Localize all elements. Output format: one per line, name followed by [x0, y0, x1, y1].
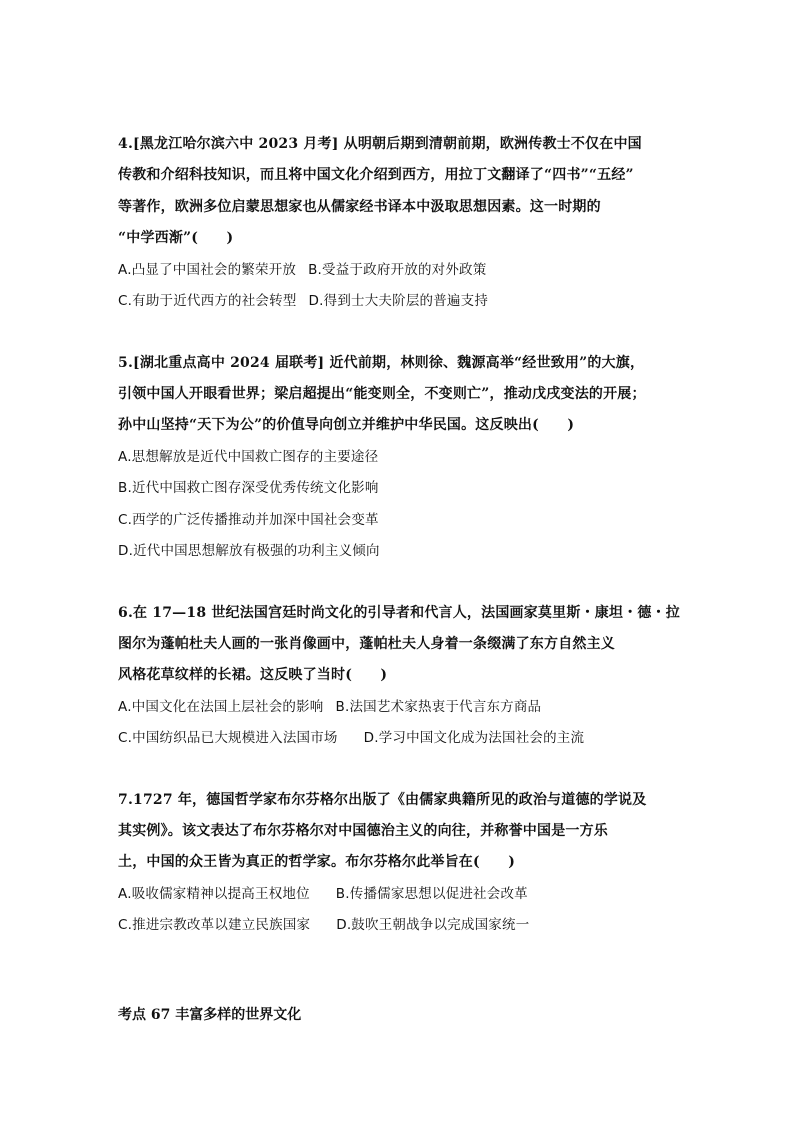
question-6-stem-line-1: 6.在 17—18 世纪法国宫廷时尚文化的引导者和代言人，法国画家莫里斯・康坦・德・拉 [118, 605, 680, 621]
question-7-options-row-2 [118, 916, 529, 934]
question-5-number: 5. [118, 355, 134, 371]
question-4-stem-line-2: 传教和介绍科技知识，而且将中国文化介绍到西方，用拉丁文翻译了“四书”“五经” [118, 167, 634, 183]
question-4-stem-line-3: 等著作，欧洲多位启蒙思想家也从儒家经书译本中汲取思想因素。这一时期的 [118, 199, 601, 215]
question-5-stem-line-3: 孙中山坚持“天下为公”的价值导向创立并维护中华民国。这反映出( ) [118, 417, 575, 433]
question-5-option-d[interactable]: D.近代中国思想解放有极强的功利主义倾向 [118, 543, 380, 559]
question-4-option-b[interactable]: B.受益于政府开放的对外政策 [308, 262, 487, 278]
question-6-options-row-2 [118, 729, 584, 747]
question-4-option-d[interactable]: D.得到士大夫阶层的普遍支持 [308, 293, 489, 309]
question-7-option-b[interactable]: B.传播儒家思想以促进社会改革 [335, 886, 528, 902]
question-7-stem-line-2: 其实例》。该文表达了布尔芬格尔对中国德治主义的向往，并称誉中国是一方乐 [118, 823, 608, 839]
question-7-option-d[interactable]: D.鼓吹王朝战争以完成国家统一 [336, 917, 530, 933]
question-5-stem-line-1: 5.[湖北重点高中 2024 届联考] 近代前期，林则徐、魏源高举“经世致用”的大旗， [118, 355, 645, 371]
question-7-stem-line-1: 7.1727 年，德国哲学家布尔芬格尔出版了《由儒家典籍所见的政治与道德的学说及 [118, 792, 647, 808]
question-4-stem-line-1: 4.[黑龙江哈尔滨六中 2023 月考] 从明朝后期到清朝前期，欧洲传教士不仅在中国 [118, 136, 642, 152]
question-6-option-a[interactable]: A.中国文化在法国上层社会的影响 [118, 699, 324, 715]
question-7-options-row-1 [118, 885, 528, 903]
question-5-option-b[interactable]: B.近代中国救亡图存深受优秀传统文化影响 [118, 480, 379, 496]
section-title: 考点 67 丰富多样的世界文化 [118, 1007, 302, 1023]
question-6-options-row-1 [118, 698, 541, 716]
question-7-option-c[interactable]: C.推进宗教改革以建立民族国家 [118, 917, 311, 933]
question-4-options-row-2 [118, 292, 488, 310]
question-6-option-c[interactable]: C.中国纺织品已大规模进入法国市场 [118, 730, 338, 746]
question-4-stem-line-4: “中学西渐”( ) [118, 230, 234, 246]
question-5-option-c[interactable]: C.西学的广泛传播推动并加深中国社会变革 [118, 512, 379, 528]
question-6-option-b[interactable]: B.法国艺术家热衷于代言东方商品 [335, 699, 542, 715]
question-6-stem-line-2: 图尔为蓬帕杜夫人画的一张肖像画中，蓬帕杜夫人身着一条缀满了东方自然主义 [118, 636, 615, 652]
question-6-number: 6. [118, 605, 134, 621]
question-6-option-d[interactable]: D.学习中国文化成为法国社会的主流 [363, 730, 585, 746]
question-4-option-c[interactable]: C.有助于近代西方的社会转型 [118, 293, 297, 309]
question-7-option-a[interactable]: A.吸收儒家精神以提高王权地位 [118, 886, 310, 902]
question-4-option-a[interactable]: A.凸显了中国社会的繁荣开放 [118, 262, 297, 278]
question-5-option-a[interactable]: A.思想解放是近代中国救亡图存的主要途径 [118, 449, 379, 465]
question-4-options-row-1 [118, 261, 486, 279]
question-4-number: 4. [118, 136, 134, 152]
question-7-stem-line-3: 土，中国的众王皆为真正的哲学家。布尔芬格尔此举旨在( ) [118, 854, 516, 870]
question-7-number: 7. [118, 792, 134, 808]
question-5-stem-line-2: 引领中国人开眼看世界；梁启超提出“能变则全，不变则亡”，推动戊戌变法的开展； [118, 386, 646, 402]
question-6-stem-line-3: 风格花草纹样的长裙。这反映了当时( ) [118, 667, 388, 683]
